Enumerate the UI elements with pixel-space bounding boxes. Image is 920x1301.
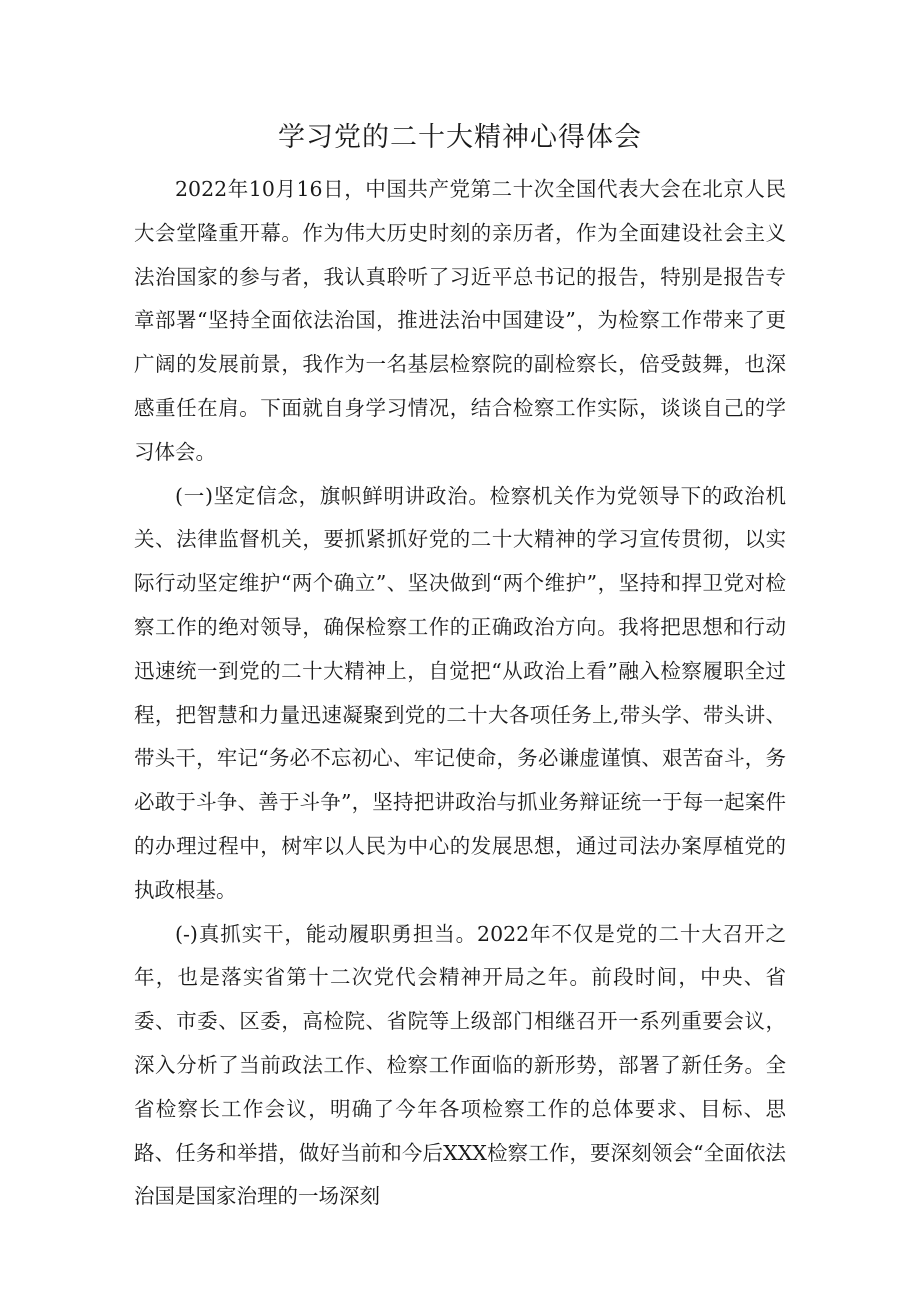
document-title: 学习党的二十大精神心得体会 <box>278 122 642 153</box>
document-body <box>134 168 786 1219</box>
paragraph-section-2: (-)真抓实干，能动履职勇担当。2022年不仅是党的二十大召开之年，也是落实省第十二次党代会精神开局之年。前段时间，中央、省委、市委、区委，高检院、省院等上级部门相继召开一系列重要会议，深入分析了当前政法工作、检察工作面临的新形势，部署了新任务。全省检察长工作会议，明确了今年各项检察工作的总体要求、目标、思路、任务和举措，做好当前和今后XXX检察工作，要深刻领会“全面依法治国是国家治理的一场深刻 <box>134 921 786 1209</box>
paragraph-intro: 2022年10月16日，中国共产党第二十次全国代表大会在北京人民大会堂隆重开幕。作为伟大历史时刻的亲历者，作为全面建设社会主义法治国家的参与者，我认真聆听了习近平总书记的报告，特别是报告专章部署“坚持全面依法治国，推进法治中国建设”，为检察工作带来了更广阔的发展前景，我作为一名基层检察院的副检察长，倍受鼓舞，也深感重任在肩。下面就自身学习情况，结合检察工作实际，谈谈自己的学习体会。 <box>134 177 786 464</box>
paragraph-section-1: (一)坚定信念，旗帜鲜明讲政治。检察机关作为党领导下的政治机关、法律监督机关，要抓紧抓好党的二十大精神的学习宣传贯彻，以实际行动坚定维护“两个确立”、坚决做到“两个维护”，坚持和捍卫党对检察工作的绝对领导，确保检察工作的正确政治方向。我将把思想和行动迅速统一到党的二十大精神上，自觉把“从政治上看”融入检察履职全过程，把智慧和力量迅速凝聚到党的二十大各项任务上,带头学、带头讲、带头干，牢记“务必不忘初心、牢记使命，务必谦虚谨慎、艰苦奋斗，务必敢于斗争、善于斗争”，坚持把讲政治与抓业务辩证统一于每一起案件的办理过程中，树牢以人民为中心的发展思想，通过司法办案厚植党的执政根基。 <box>134 483 786 902</box>
